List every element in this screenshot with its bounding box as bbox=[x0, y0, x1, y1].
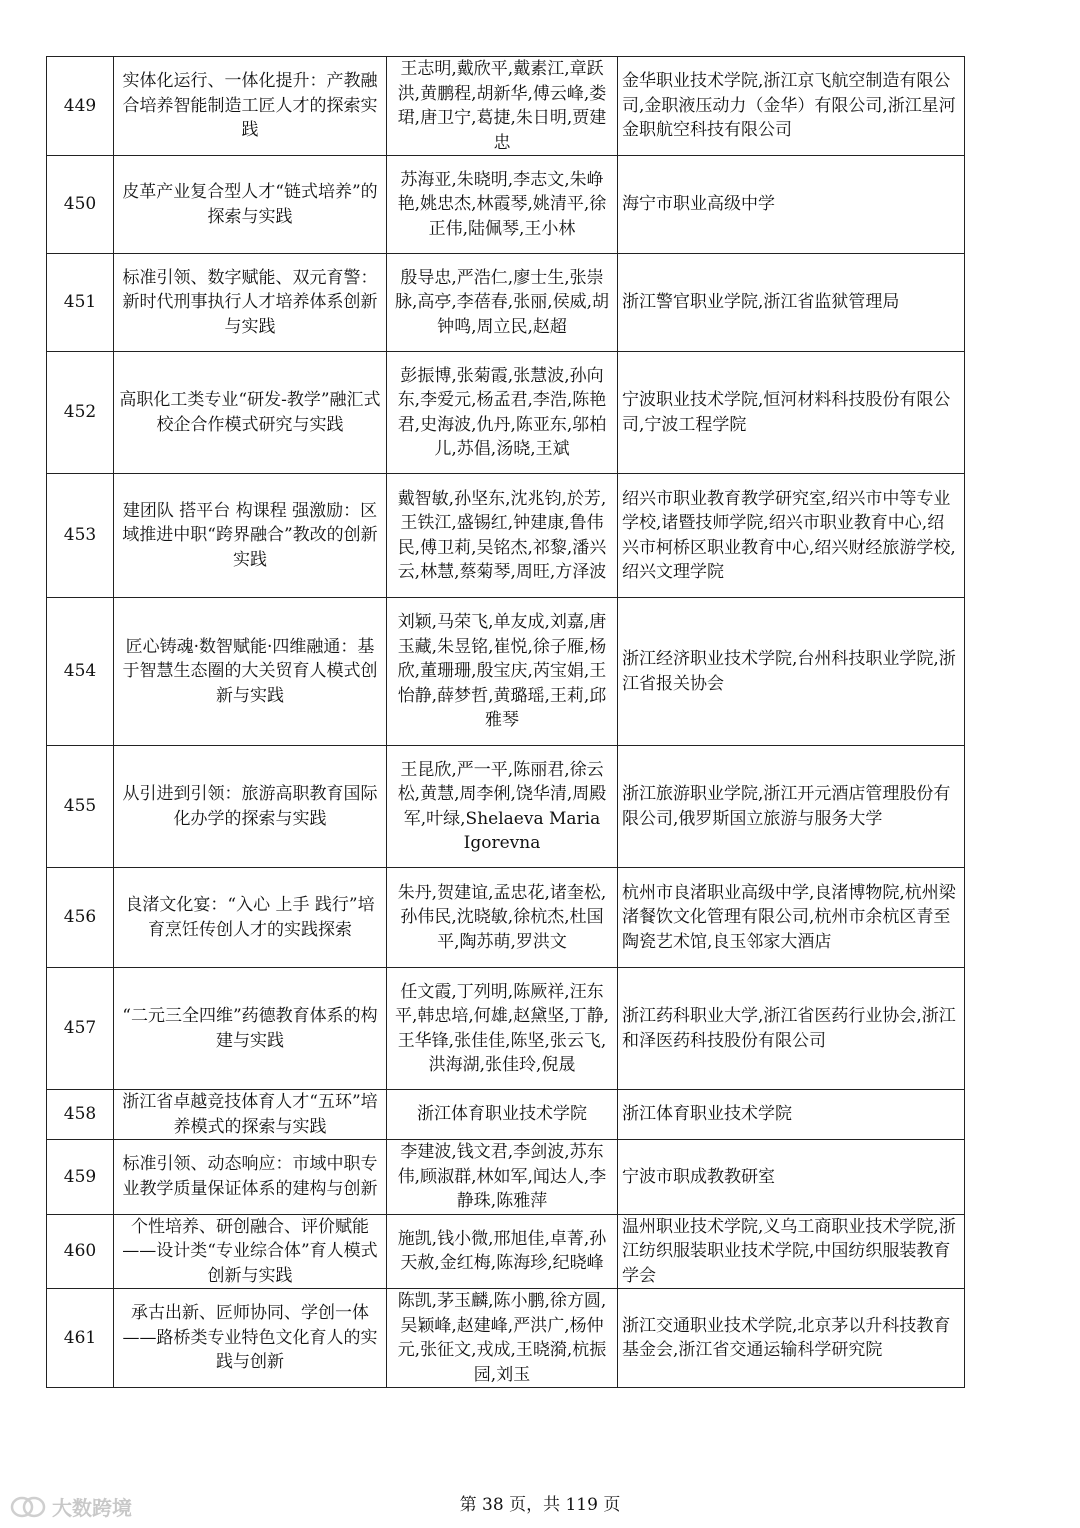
table-row bbox=[47, 474, 965, 598]
team-members: 朱丹,贺建谊,孟忠花,诸奎松,孙伟民,沈晓敏,徐杭杰,杜国平,陶苏萌,罗洪文 bbox=[387, 868, 618, 968]
row-number: 454 bbox=[47, 598, 114, 746]
organizations: 浙江体育职业技术学院 bbox=[618, 1090, 965, 1140]
project-title: 承古出新、匠师协同、学创一体——路桥类专业特色文化育人的实践与创新 bbox=[114, 1289, 387, 1388]
table-row bbox=[47, 156, 965, 254]
project-title: 从引进到引领：旅游高职教育国际化办学的探索与实践 bbox=[114, 746, 387, 868]
watermark-text: 大数跨境 bbox=[52, 1496, 132, 1520]
row-number: 452 bbox=[47, 352, 114, 474]
team-members: 刘颖,马荣飞,单友成,刘嘉,唐玉藏,朱昱铭,崔悦,徐子雁,杨欣,董珊珊,殷宝庆,芮宝娟,王怡静,薛梦哲,黄璐瑶,王莉,邱雅琴 bbox=[387, 598, 618, 746]
table-row bbox=[47, 868, 965, 968]
row-number: 459 bbox=[47, 1140, 114, 1215]
table-row bbox=[47, 1140, 965, 1215]
row-number: 453 bbox=[47, 474, 114, 598]
project-title: 建团队 搭平台 构课程 强激励：区域推进中职“跨界融合”教改的创新实践 bbox=[114, 474, 387, 598]
awards-table bbox=[46, 56, 965, 1388]
project-title: 皮革产业复合型人才“链式培养”的探索与实践 bbox=[114, 156, 387, 254]
row-number: 461 bbox=[47, 1289, 114, 1388]
team-members: 浙江体育职业技术学院 bbox=[387, 1090, 618, 1140]
project-title: 标准引领、数字赋能、双元育警：新时代刑事执行人才培养体系创新与实践 bbox=[114, 254, 387, 352]
table-row bbox=[47, 352, 965, 474]
organizations: 宁波职业技术学院,恒河材料科技股份有限公司,宁波工程学院 bbox=[618, 352, 965, 474]
organizations: 浙江经济职业技术学院,台州科技职业学院,浙江省报关协会 bbox=[618, 598, 965, 746]
team-members: 殷导忠,严浩仁,廖士生,张崇脉,高亭,李蓓春,张丽,侯威,胡钟鸣,周立民,赵超 bbox=[387, 254, 618, 352]
row-number: 451 bbox=[47, 254, 114, 352]
organizations: 浙江警官职业学院,浙江省监狱管理局 bbox=[618, 254, 965, 352]
row-number: 456 bbox=[47, 868, 114, 968]
table-row bbox=[47, 254, 965, 352]
project-title: 实体化运行、一体化提升：产教融合培养智能制造工匠人才的探索实践 bbox=[114, 57, 387, 156]
organizations: 绍兴市职业教育教学研究室,绍兴市中等专业学校,诸暨技师学院,绍兴市职业教育中心,绍兴市柯桥区职业教育中心,绍兴财经旅游学校,绍兴文理学院 bbox=[618, 474, 965, 598]
table-row bbox=[47, 968, 965, 1090]
table-row bbox=[47, 1214, 965, 1289]
organizations: 宁波市职成教教研室 bbox=[618, 1140, 965, 1215]
team-members: 王昆欣,严一平,陈丽君,徐云松,黄慧,周李俐,饶华清,周殿军,叶绿,Shelaeva Maria Igorevna bbox=[387, 746, 618, 868]
row-number: 460 bbox=[47, 1214, 114, 1289]
project-title: 个性培养、研创融合、评价赋能——设计类“专业综合体”育人模式创新与实践 bbox=[114, 1214, 387, 1289]
table-row bbox=[47, 746, 965, 868]
project-title: 浙江省卓越竞技体育人才“五环”培养模式的探索与实践 bbox=[114, 1090, 387, 1140]
organizations: 浙江旅游职业学院,浙江开元酒店管理股份有限公司,俄罗斯国立旅游与服务大学 bbox=[618, 746, 965, 868]
table-row bbox=[47, 1289, 965, 1388]
team-members: 任文霞,丁列明,陈厥祥,汪东平,韩忠培,何雄,赵黛坚,丁静,王华锋,张佳佳,陈坚,张云飞,洪海湖,张佳玲,倪晟 bbox=[387, 968, 618, 1090]
project-title: 标准引领、动态响应：市域中职专业教学质量保证体系的建构与创新 bbox=[114, 1140, 387, 1215]
organizations: 金华职业技术学院,浙江京飞航空制造有限公司,金职液压动力（金华）有限公司,浙江星河金职航空科技有限公司 bbox=[618, 57, 965, 156]
project-title: 匠心铸魂·数智赋能·四维融通：基于智慧生态圈的大关贸育人模式创新与实践 bbox=[114, 598, 387, 746]
team-members: 陈凯,茅玉麟,陈小鹏,徐方圆,吴颖峰,赵建峰,严洪广,杨仲元,张征文,戎成,王晓漪,杭振园,刘玉 bbox=[387, 1289, 618, 1388]
row-number: 449 bbox=[47, 57, 114, 156]
team-members: 王志明,戴欣平,戴素江,章跃洪,黄鹏程,胡新华,傅云峰,娄珺,唐卫宁,葛捷,朱日明,贾建忠 bbox=[387, 57, 618, 156]
organizations: 海宁市职业高级中学 bbox=[618, 156, 965, 254]
team-members: 李建波,钱文君,李剑波,苏东伟,顾淑群,林如军,闻达人,李静珠,陈雅萍 bbox=[387, 1140, 618, 1215]
project-title: “二元三全四维”药德教育体系的构建与实践 bbox=[114, 968, 387, 1090]
table-row bbox=[47, 1090, 965, 1140]
team-members: 苏海亚,朱晓明,李志文,朱峥艳,姚忠杰,林霞琴,姚清平,徐正伟,陆佩琴,王小林 bbox=[387, 156, 618, 254]
organizations: 浙江药科职业大学,浙江省医药行业协会,浙江和泽医药科技股份有限公司 bbox=[618, 968, 965, 1090]
team-members: 彭振博,张菊霞,张慧波,孙向东,李爱元,杨孟君,李浩,陈艳君,史海波,仇丹,陈亚东,邬柏儿,苏倡,汤晓,王斌 bbox=[387, 352, 618, 474]
project-title: 高职化工类专业“研发-教学”融汇式校企合作模式研究与实践 bbox=[114, 352, 387, 474]
row-number: 455 bbox=[47, 746, 114, 868]
organizations: 浙江交通职业技术学院,北京茅以升科技教育基金会,浙江省交通运输科学研究院 bbox=[618, 1289, 965, 1388]
row-number: 450 bbox=[47, 156, 114, 254]
team-members: 施凯,钱小微,邢旭佳,卓菁,孙天赦,金红梅,陈海珍,纪晓峰 bbox=[387, 1214, 618, 1289]
row-number: 458 bbox=[47, 1090, 114, 1140]
row-number: 457 bbox=[47, 968, 114, 1090]
team-members: 戴智敏,孙坚东,沈兆钧,於芳,王铁江,盛锡红,钟建康,鲁伟民,傅卫莉,吴铭杰,祁黎,潘兴云,林慧,蔡菊琴,周旺,方泽波 bbox=[387, 474, 618, 598]
table-row bbox=[47, 57, 965, 156]
table-row bbox=[47, 598, 965, 746]
organizations: 温州职业技术学院,义乌工商职业技术学院,浙江纺织服装职业技术学院,中国纺织服装教育学会 bbox=[618, 1214, 965, 1289]
project-title: 良渚文化宴：“入心 上手 践行”培育烹饪传创人才的实践探索 bbox=[114, 868, 387, 968]
page-footer: 第 38 页，共 119 页 bbox=[459, 1495, 621, 1515]
organizations: 杭州市良渚职业高级中学,良渚博物院,杭州梁渚餐饮文化管理有限公司,杭州市余杭区青至陶瓷艺术馆,良玉邻家大酒店 bbox=[618, 868, 965, 968]
